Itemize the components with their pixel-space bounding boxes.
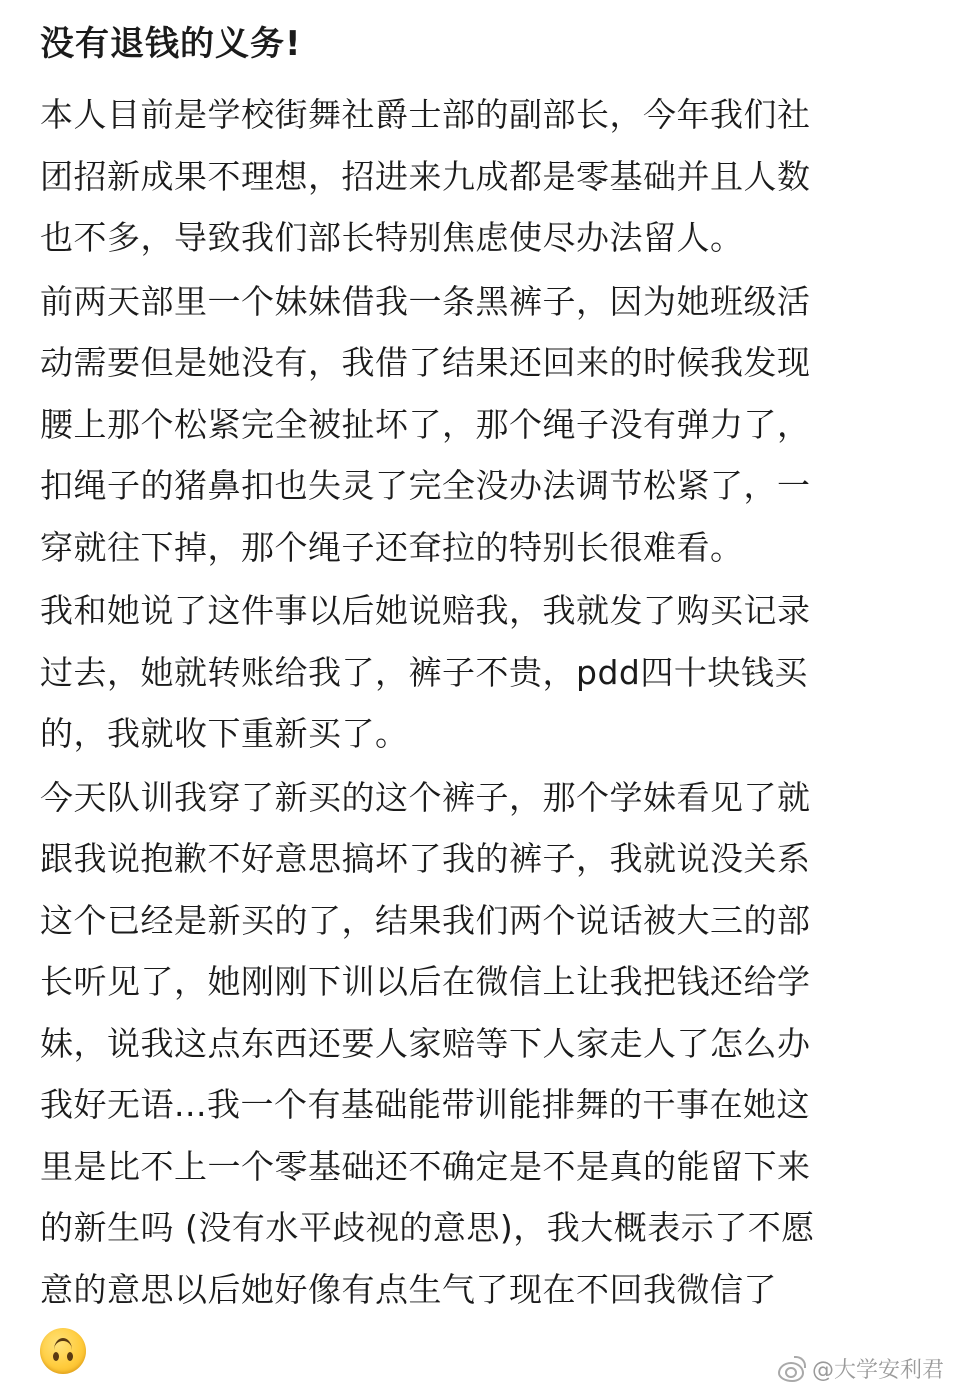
paragraph-4: 今天队训我穿了新买的这个裤子，那个学妹看见了就 跟我说抱歉不好意思搞坏了我的裤子，我就说没关系 这个已经是新买的了，结果我们两个说话被大三的部 长听见了，她刚刚下训以后在微信上让我把钱还给学 妹，说我这点东西还要人家赔等下人家走人了怎么办 我好无语...我一个有基础能带训能排舞的干事在她这 里是比不上一个零基础还不确定是不是真的能留下来 的新生吗 (没有水平歧视的意思)，我大概表示了不愿 意的意思以后她好像有点生气了现在不回我微信了 (40, 777, 815, 1309)
emoji-eye-right (67, 1352, 73, 1361)
paragraph-2: 前两天部里一个妹妹借我一条黑裤子，因为她班级活 动需要但是她没有，我借了结果还回来的时候我发现 腰上那个松紧完全被扯坏了，那个绳子没有弹力了， 扣绳子的猪鼻扣也失灵了完全没办法调节松紧了，一 穿就往下掉，那个绳子还耷拉的特别长很难看。 (40, 281, 811, 567)
post-body (40, 18, 920, 1322)
watermark (776, 1353, 944, 1383)
watermark-text: @大学安利君 (811, 1357, 944, 1383)
emoji-eye-left (53, 1352, 59, 1361)
paragraph-3: 我和她说了这件事以后她说赔我，我就发了购买记录 过去，她就转账给我了，裤子不贵，pdd四十块钱买 的，我就收下重新买了。 (40, 591, 811, 753)
weibo-icon (776, 1356, 806, 1380)
post-title: 没有退钱的义务! (40, 24, 302, 64)
paragraph-1: 本人目前是学校街舞社爵士部的副部长，今年我们社 团招新成果不理想，招进来九成都是零基础并且人数 也不多，导致我们部长特别焦虑使尽办法留人。 (40, 95, 811, 257)
emoji-mouth (54, 1338, 72, 1350)
upside-down-face-icon (40, 1328, 86, 1374)
